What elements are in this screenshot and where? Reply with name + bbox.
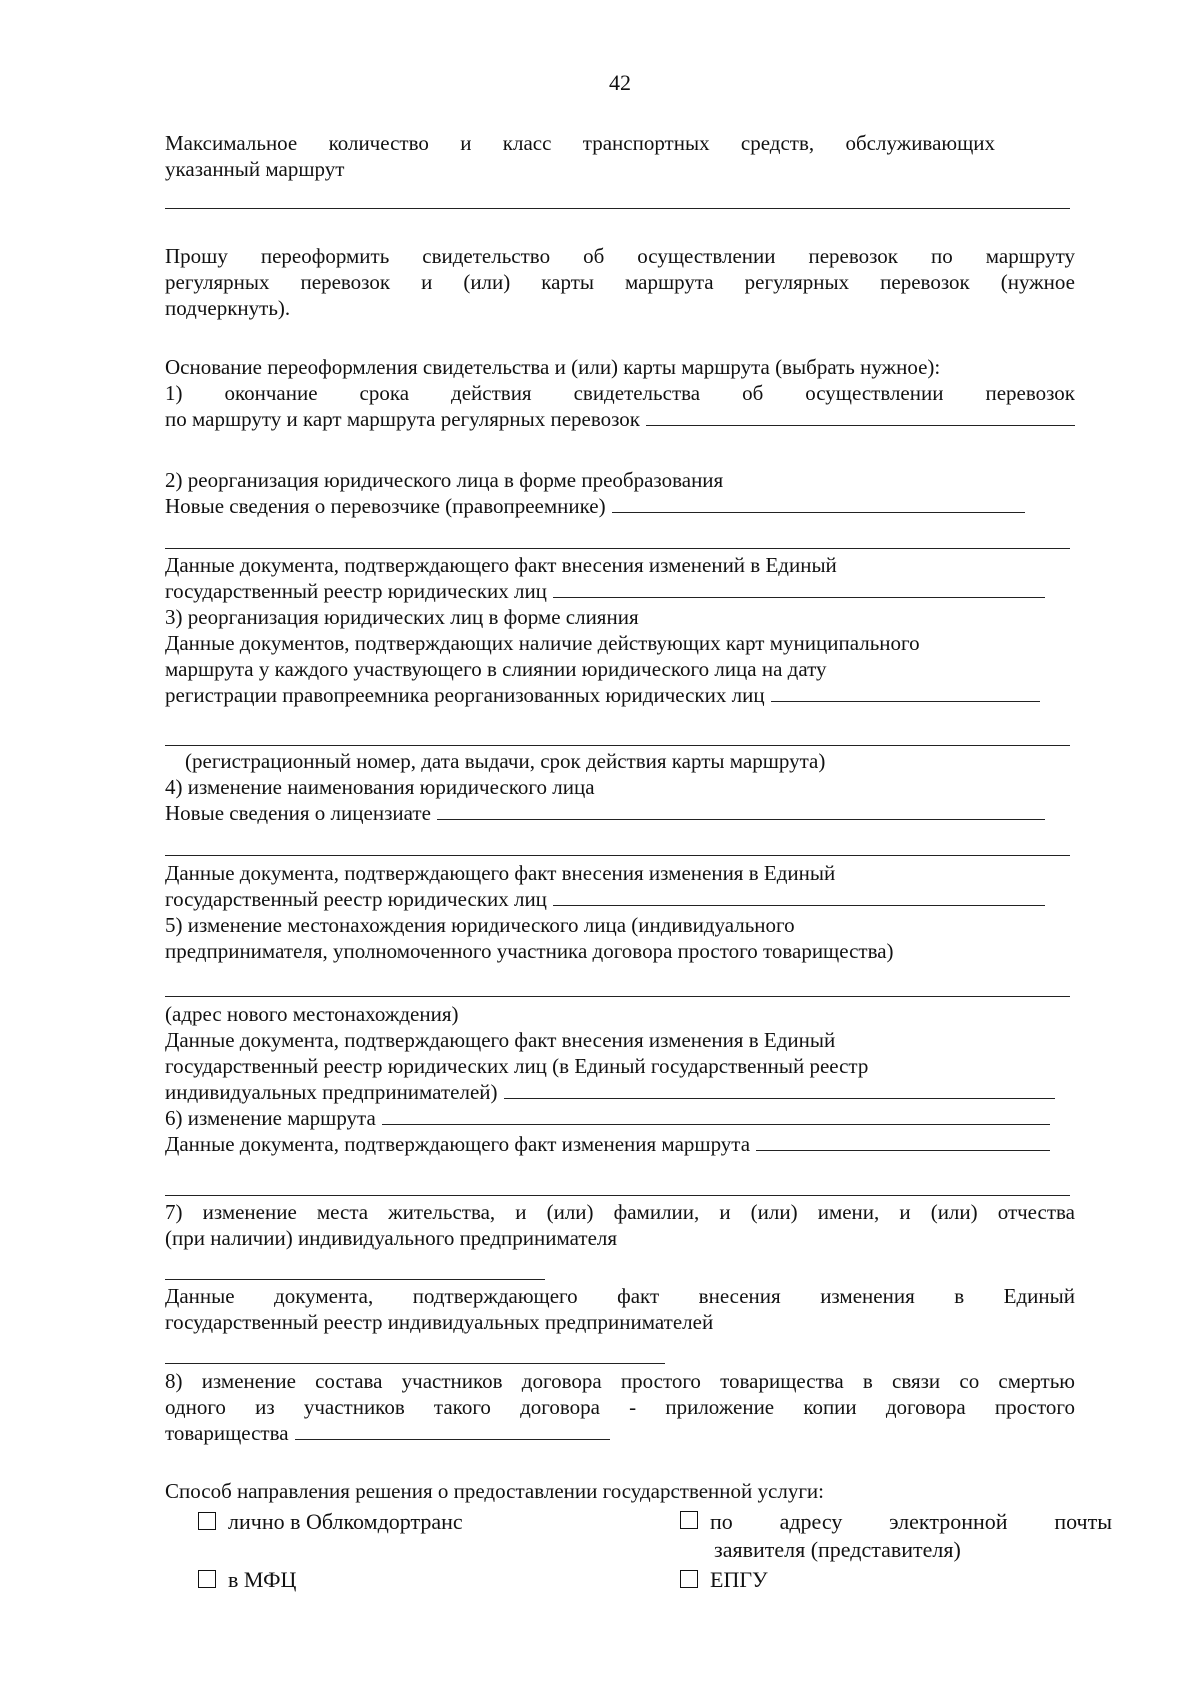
item5-line1: 5) изменение местонахождения юридического лица (индивидуального [165, 913, 795, 937]
item3-blank[interactable] [771, 683, 1040, 702]
item2-doc-line1: Данные документа, подтверждающего факт внесения изменений в Единый [165, 553, 837, 577]
item6-blank[interactable] [382, 1106, 1050, 1125]
item4-doc-blank[interactable] [553, 887, 1045, 906]
item8-line3: товарищества [165, 1421, 289, 1445]
option-email-label-line2: заявителя (представителя) [714, 1537, 961, 1562]
item2-doc-block [165, 552, 1045, 708]
item4-doc-line1: Данные документа, подтверждающего факт внесения изменения в Единый [165, 861, 836, 885]
item3-line2: Данные документов, подтверждающих наличие действующих карт муниципального [165, 631, 920, 655]
item5-full-line[interactable] [165, 996, 1070, 997]
option-epgu-label: ЕПГУ [710, 1567, 768, 1592]
basis-heading: Основание переоформления свидетельства и (или) карты маршрута (выбрать нужное): [165, 355, 941, 379]
option-email-label-line1: по адресу электронной почты [710, 1509, 1112, 1534]
option-personal[interactable] [198, 1508, 463, 1536]
item4-block [165, 748, 1045, 826]
request-line2: регулярных перевозок и (или) карты маршрута регулярных перевозок (нужное [165, 270, 1075, 294]
basis-item2-block [165, 467, 1025, 519]
item1-blank[interactable] [646, 407, 1075, 426]
item4-fill[interactable] [165, 800, 1045, 826]
item4-blank[interactable] [437, 801, 1045, 820]
item4-full-line[interactable] [165, 855, 1070, 856]
option-personal-label: лично в Облкомдортранс [228, 1509, 463, 1534]
item7-doc-line1: Данные документа, подтверждающего факт внесения изменения в Единый [165, 1284, 1075, 1308]
vehicles-line2: указанный маршрут [165, 157, 345, 181]
request-line3: подчеркнуть). [165, 296, 291, 320]
item4-doc-fill[interactable] [165, 886, 1045, 912]
option-mfc[interactable] [198, 1566, 296, 1594]
delivery-block [165, 1478, 1075, 1504]
item6-fill[interactable] [165, 1105, 1050, 1131]
checkbox-personal[interactable] [198, 1512, 216, 1530]
item2-line1: 2) реорганизация юридического лица в форме преобразования [165, 468, 724, 492]
item8-fill[interactable] [165, 1420, 610, 1446]
item7-doc-line2: государственный реестр индивидуальных предпринимателей [165, 1310, 714, 1334]
page-number: 42 [609, 70, 631, 95]
item5-doc-line2: государственный реестр юридических лиц (в Единый государственный реестр [165, 1054, 869, 1078]
item6-line1: 6) изменение маршрута [165, 1106, 376, 1130]
item6-line2: Данные документа, подтверждающего факт изменения маршрута [165, 1132, 751, 1156]
item2-doc-blank[interactable] [553, 579, 1045, 598]
item3-fill[interactable] [165, 682, 1040, 708]
item3-full-line[interactable] [165, 745, 1070, 746]
item2-doc-fill[interactable] [165, 578, 1045, 604]
request-line1: Прошу переоформить свидетельство об осуществлении перевозок по маршруту [165, 244, 1075, 268]
item7-blank-line[interactable] [165, 1279, 545, 1280]
item5-doc-block [165, 1001, 1055, 1157]
item3-line4: регистрации правопреемника реорганизованных юридических лиц [165, 683, 765, 707]
item2-blank[interactable] [612, 494, 1025, 513]
item7-doc-block [165, 1283, 1075, 1335]
item4-line1: 4) изменение наименования юридического лица [165, 775, 595, 799]
item5-doc-line1: Данные документа, подтверждающего факт внесения изменения в Единый [165, 1028, 836, 1052]
item7-line1: 7) изменение места жительства, и (или) фамилии, и (или) имени, и (или) отчества [165, 1200, 1075, 1224]
item2-line2: Новые сведения о перевозчике (правопреемнике) [165, 494, 606, 518]
item5-doc-fill[interactable] [165, 1079, 1055, 1105]
item8-block [165, 1368, 1075, 1446]
item6-doc-blank[interactable] [756, 1132, 1050, 1151]
item7-line2: (при наличии) индивидуального предпринимателя [165, 1226, 618, 1250]
checkbox-mfc[interactable] [198, 1570, 216, 1588]
item4-doc-line2: государственный реестр юридических лиц [165, 887, 547, 911]
checkbox-email[interactable] [680, 1511, 698, 1529]
item1-fill[interactable] [165, 406, 1075, 432]
vehicles-answer-line[interactable] [165, 208, 1070, 209]
item6-doc-fill[interactable] [165, 1131, 1050, 1157]
item7-block [165, 1199, 1075, 1251]
item3-line3: маршрута у каждого участвующего в слиянии юридического лица на дату [165, 657, 827, 681]
basis-item1-block [165, 354, 1075, 432]
option-email[interactable] [680, 1508, 1112, 1564]
checkbox-epgu[interactable] [680, 1570, 698, 1588]
option-epgu[interactable] [680, 1566, 768, 1594]
item6-full-line[interactable] [165, 1195, 1070, 1196]
vehicles-block [165, 130, 995, 182]
item3-line1: 3) реорганизация юридических лиц в форме слияния [165, 605, 639, 629]
item5-doc-line3: индивидуальных предпринимателей) [165, 1080, 498, 1104]
request-block [165, 243, 1075, 321]
vehicles-line1: Максимальное количество и класс транспортных средств, обслуживающих [165, 131, 995, 155]
item1-line2: по маршруту и карт маршрута регулярных перевозок [165, 407, 640, 431]
item2-doc-line2: государственный реестр юридических лиц [165, 579, 547, 603]
item8-line1: 8) изменение состава участников договора простого товарищества в связи со смертью [165, 1369, 1075, 1393]
item2-fill[interactable] [165, 493, 1025, 519]
item4-doc-block [165, 860, 1045, 964]
option-mfc-label: в МФЦ [228, 1567, 297, 1592]
item5-doc-blank[interactable] [504, 1080, 1056, 1099]
item3-hint: (регистрационный номер, дата выдачи, срок действия карты маршрута) [185, 749, 826, 773]
item8-line2: одного из участников такого договора - приложение копии договора простого [165, 1395, 1075, 1419]
delivery-heading: Способ направления решения о предоставлении государственной услуги: [165, 1479, 825, 1503]
item8-blank[interactable] [295, 1421, 610, 1440]
item7-doc-blank-line[interactable] [165, 1363, 665, 1364]
item5-hint: (адрес нового местонахождения) [165, 1002, 459, 1026]
item2-full-line[interactable] [165, 548, 1070, 549]
item5-line2: предпринимателя, уполномоченного участника договора простого товарищества) [165, 939, 894, 963]
item1-line1: 1) окончание срока действия свидетельства об осуществлении перевозок [165, 381, 1075, 405]
item4-line2: Новые сведения о лицензиате [165, 801, 431, 825]
